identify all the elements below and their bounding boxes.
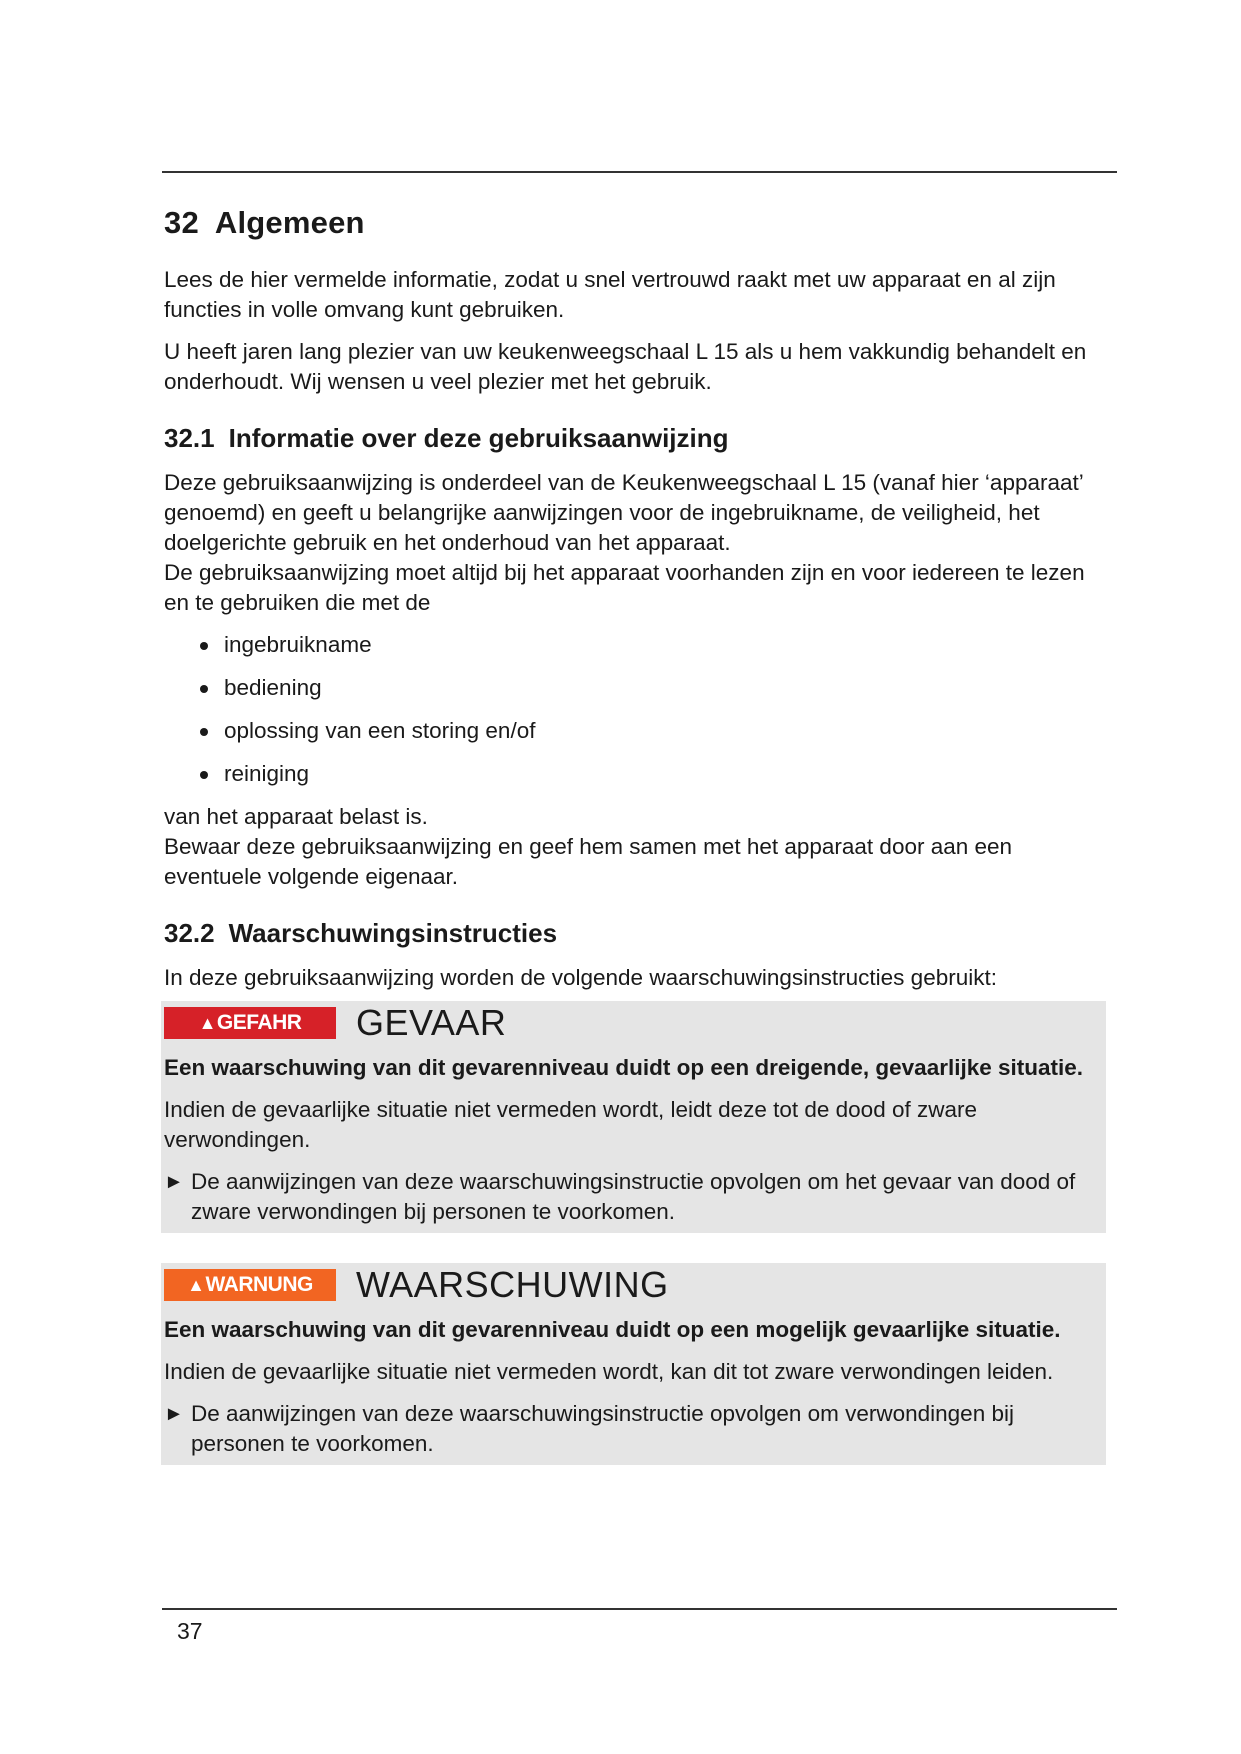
warning-triangle-icon: ▲ (198, 1012, 216, 1033)
sub1-outro-2: Bewaar deze gebruiksaanwijzing en geef hem samen met het apparaat door aan een eventuele volgende eigenaar. (164, 834, 1013, 889)
list-item: bediening (200, 673, 1114, 703)
danger-sign-label: GEFAHR (216, 1011, 302, 1034)
danger-notice (161, 1001, 1106, 1233)
warning-notice-header (164, 1265, 1106, 1305)
subsection-2-heading (164, 918, 1114, 949)
danger-title: GEVAAR (356, 1002, 507, 1043)
danger-lead: Een waarschuwing van dit gevarenniveau duidt op een dreigende, gevaarlijke situatie. (164, 1055, 1084, 1080)
warning-sign-label: WARNUNG (205, 1273, 313, 1296)
warning-notice (161, 1263, 1106, 1465)
subsection-1-title: Informatie over deze gebruiksaanwijzing (228, 423, 729, 453)
sub1-outro-1: van het apparaat belast is. (164, 804, 428, 829)
arrow-right-icon: ► (164, 1403, 184, 1425)
warning-sign (164, 1269, 336, 1301)
arrow-right-icon: ► (164, 1171, 184, 1193)
page-content (164, 205, 1114, 1465)
header-rule (162, 171, 1117, 173)
subsection-2-number: 32.2 (164, 918, 215, 948)
danger-notice-header (164, 1003, 1106, 1043)
warning-title: WAARSCHUWING (356, 1264, 669, 1305)
warning-triangle-icon: ▲ (187, 1274, 205, 1295)
list-item: reiniging (200, 759, 1114, 789)
intro-paragraph-2: U heeft jaren lang plezier van uw keukenweegschaal L 15 als u hem vakkundig behandelt en onderhoudt. Wij wensen u veel plezier met het gebruik. (164, 339, 1087, 394)
subsection-1-heading (164, 423, 1114, 454)
warning-lead: Een waarschuwing van dit gevarenniveau duidt op een mogelijk gevaarlijke situatie. (164, 1317, 1061, 1342)
list-item: oplossing van een storing en/of (200, 716, 1114, 746)
danger-text: Indien de gevaarlijke situatie niet vermeden wordt, leidt deze tot de dood of zware verwondingen. (164, 1097, 977, 1152)
section-number: 32 (164, 205, 199, 240)
warning-action (164, 1399, 1106, 1459)
sub1-paragraph-1: Deze gebruiksaanwijzing is onderdeel van de Keukenweegschaal L 15 (vanaf hier ‘apparaat’ genoemd) en geeft u belangrijke aanwijzingen voor de ingebruikname, de veiligheid, het doelgerichte gebruik en het onderhoud van het apparaat. (164, 470, 1083, 555)
danger-sign (164, 1007, 336, 1039)
subsection-1-number: 32.1 (164, 423, 215, 453)
sub1-paragraph-2: De gebruiksaanwijzing moet altijd bij het apparaat voorhanden zijn en voor iedereen te lezen en te gebruiken die met de (164, 560, 1085, 615)
danger-action (164, 1167, 1106, 1227)
intro-paragraph-1: Lees de hier vermelde informatie, zodat u snel vertrouwd raakt met uw apparaat en al zijn functies in volle omvang kunt gebruiken. (164, 267, 1056, 322)
danger-action-text: De aanwijzingen van deze waarschuwingsinstructie opvolgen om het gevaar van dood of zware verwondingen bij personen te voorkomen. (191, 1169, 1076, 1224)
warning-text: Indien de gevaarlijke situatie niet vermeden wordt, kan dit tot zware verwondingen leiden. (164, 1359, 1054, 1384)
list-item: ingebruikname (200, 630, 1114, 660)
footer-rule (162, 1608, 1117, 1610)
section-title: Algemeen (214, 205, 365, 240)
sub2-intro: In deze gebruiksaanwijzing worden de volgende waarschuwingsinstructies gebruikt: (164, 965, 997, 990)
subsection-2-title: Waarschuwingsinstructies (228, 918, 558, 948)
usage-list (164, 630, 1114, 789)
warning-action-text: De aanwijzingen van deze waarschuwingsinstructie opvolgen om verwondingen bij personen te voorkomen. (191, 1401, 1014, 1456)
page-number: 37 (177, 1618, 203, 1644)
section-heading (164, 205, 1114, 241)
